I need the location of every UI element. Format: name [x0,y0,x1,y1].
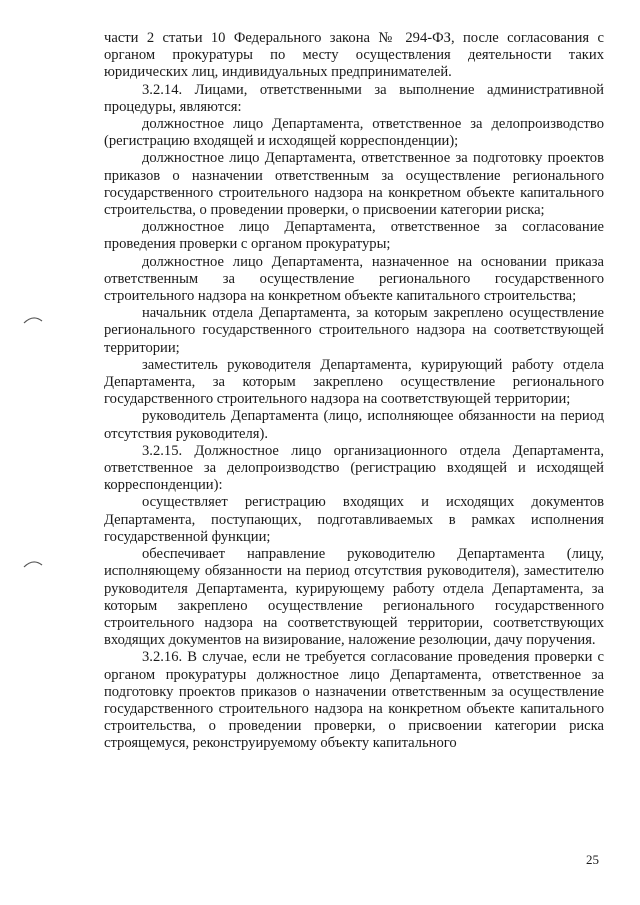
paragraph-4: должностное лицо Департамента, ответственное за согласование проведения проверки с органом прокуратуры; [104,219,604,253]
paragraph-11: обеспечивает направление руководителю Департамента (лицу, исполняющему обязанности на период отсутствия руководителя), заместителю руководителя Департамента, курирующему работу отдела Департамента, за которым закреплено осуществление регионального государственного строительного надзора на соответствующей территории, соответствующих входящих документов на визирование, наложение резолюции, дачу поручения. [104,546,604,649]
paragraph-6: начальник отдела Департамента, за которым закреплено осуществление регионального государственного строительного надзора на соответствующей территории; [104,305,604,356]
paragraph-9: 3.2.15. Должностное лицо организационного отдела Департамента, ответственное за делопроизводство (регистрацию входящей и исходящей корреспонденции): [104,442,604,494]
paragraph-1: 3.2.14. Лицами, ответственными за выполнение административной процедуры, являются: [104,81,604,115]
paragraph-3: должностное лицо Департамента, ответственное за подготовку проектов приказов о назначении ответственным за осуществление регионального государственного строительного надзора на конкретном объекте капитального строительства, о проведении проверки, о присвоении категории риска; [104,150,604,219]
paragraph-10: осуществляет регистрацию входящих и исходящих документов Департамента, поступающих, подготавливаемых в рамках исполнения государственной функции; [104,494,604,545]
paragraph-8: руководитель Департамента (лицо, исполняющее обязанности на период отсутствия руководителя). [104,408,604,442]
page-number: 25 [586,852,599,867]
paragraph-12: 3.2.16. В случае, если не требуется согласование проведения проверки с органом прокуратуры должностное лицо Департамента, ответственное за подготовку проектов приказов о назначении ответственным за осуществление государственного строительного надзора на конкретном объекте капитального строительства, о проведении проверки, о присвоении категории риска строящемуся, реконструируемому объекту капитального [104,649,604,752]
paragraph-2: должностное лицо Департамента, ответственное за делопроизводство (регистрацию входящей и исходящей корреспонденции); [104,116,604,150]
document-body [104,30,604,753]
paragraph-0: части 2 статьи 10 Федерального закона № 294-ФЗ, после согласования с органом прокуратуры по месту осуществления деятельности таких юридических лиц, индивидуальных предпринимателей. [104,30,604,81]
paragraph-7: заместитель руководителя Департамента, курирующий работу отдела Департамента, за которым закреплено осуществление регионального государственного строительного надзора на соответствующей территории; [104,356,604,408]
paragraph-5: должностное лицо Департамента, назначенное на основании приказа ответственным за осуществление регионального государственного строительного надзора на конкретном объекте капитального строительства; [104,253,604,305]
binding-hole-mark [22,312,44,326]
binding-hole-mark [22,556,44,570]
